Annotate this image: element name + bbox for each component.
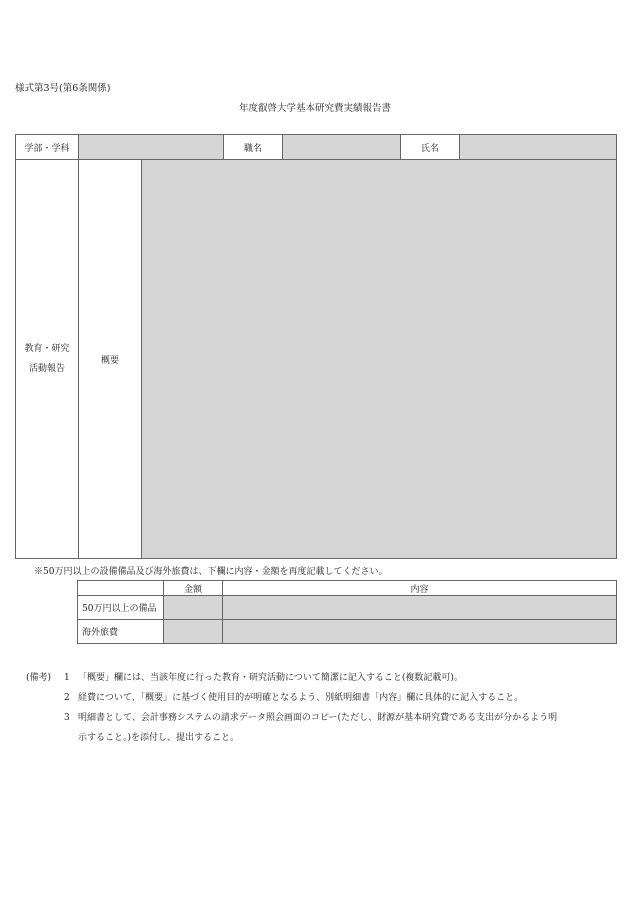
overseas-travel-row-label: 海外旅費 [78,620,164,644]
remark-item-3-continued: 示すること。)を添付し、提出すること。 [78,733,240,743]
remark-text: 「概要」欄には、当該年度に行った教育・研究活動について簡潔に記入すること(複数記載可)。 [78,673,463,683]
name-input[interactable] [460,135,617,160]
position-input[interactable] [283,135,401,160]
activity-report-label-line2: 活動報告 [28,364,65,374]
table-row [78,596,617,620]
activity-report-label [16,160,79,559]
remarks-section [26,668,557,748]
faculty-label: 学部・学科 [16,135,79,160]
remarks-heading: (備考) [26,673,52,683]
remark-text: 明細書として、会計事務システムの請求データ照会画面のコピー(ただし、財源が基本研究費である支出が分かるよう明 [78,713,558,723]
remark-number: 1 [64,673,70,683]
report-form-table [15,134,617,559]
overseas-travel-amount-input[interactable] [164,620,223,644]
remark-text: 経費について、「概要」に基づく使用目的が明確となるよう、別紙明細書「内容」欄に具体的に記入すること。 [78,693,524,703]
remark-item-2 [26,688,557,708]
page-title: 年度叡啓大学基本研究費実績報告書 [238,103,391,114]
table-row [78,620,617,644]
equipment-amount-input[interactable] [164,596,223,620]
budget-header-blank [78,581,164,596]
equipment-content-input[interactable] [223,596,617,620]
position-label: 職名 [224,135,283,160]
faculty-input[interactable] [79,135,224,160]
name-label: 氏名 [401,135,460,160]
remark-item-3 [26,708,557,728]
amount-header: 金額 [164,581,223,596]
equipment-note: ※50万円以上の設備備品及び海外旅費は、下欄に内容・金額を再度記載してください。 [34,567,388,577]
form-number: 様式第3号(第6条関係) [15,83,111,94]
budget-table [77,580,617,644]
activity-report-label-line1: 教育・研究 [24,344,70,354]
remark-number: 3 [64,713,70,723]
remark-item-1 [26,668,557,688]
equipment-row-label: 50万円以上の備品 [78,596,164,620]
summary-input[interactable] [142,160,617,559]
remark-number: 2 [64,693,70,703]
overseas-travel-content-input[interactable] [223,620,617,644]
summary-label: 概要 [79,160,142,559]
content-header: 内容 [223,581,617,596]
